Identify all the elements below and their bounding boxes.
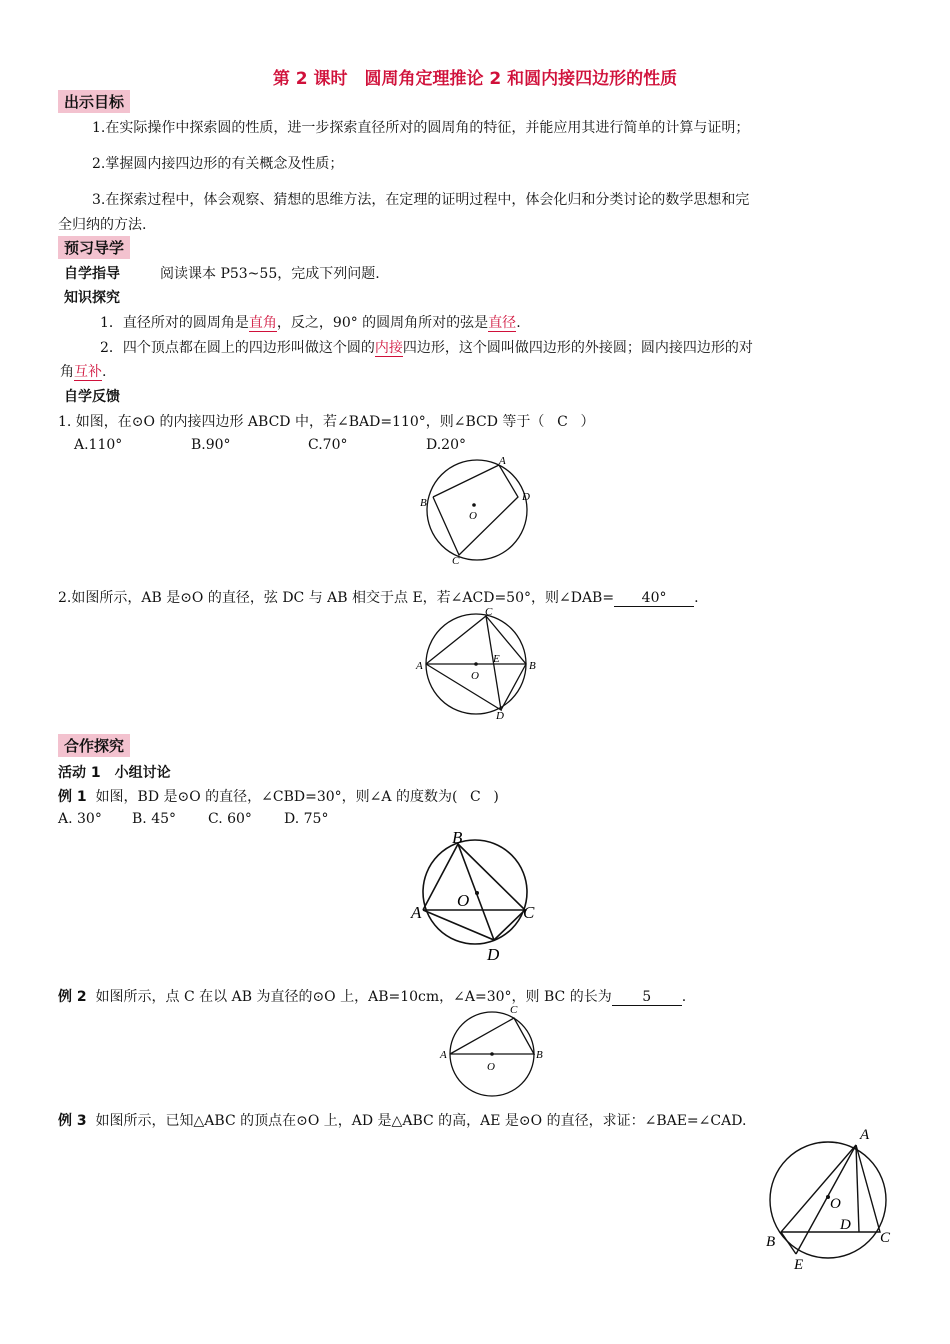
section-tag-coop: 合作探究 — [58, 734, 130, 757]
center-point — [490, 1052, 494, 1056]
knowledge-item-1 — [100, 312, 521, 332]
label-a: A — [411, 903, 422, 922]
text-seg: ，反之，90° 的圆周角所对的弦是 — [276, 315, 489, 331]
q1-option-b: B.90° — [191, 437, 231, 453]
example-3-text: 如图所示，已知△ABC 的顶点在⊙O 上，AD 是△ABC 的高，AE 是⊙O 的直径，求证：∠BAE=∠CAD. — [95, 1113, 747, 1129]
label-e: E — [493, 653, 500, 665]
label-o: O — [830, 1196, 841, 1212]
self-study-label: 自学指导 — [64, 266, 120, 282]
diameter-ae — [796, 1145, 856, 1254]
example-2 — [58, 986, 686, 1006]
question-1-text: 1. 如图，在⊙O 的内接四边形 ABCD 中，若∠BAD=110°，则∠BCD 等于（ — [58, 414, 545, 430]
label-b: B — [452, 828, 463, 847]
example-3-figure — [760, 1124, 900, 1274]
label-c: C — [510, 1004, 518, 1016]
label-o: O — [469, 510, 477, 522]
section-tag-goals: 出示目标 — [58, 90, 130, 113]
q1-option-a: A.110° — [74, 437, 123, 453]
self-study-text: 阅读课本 P53~55，完成下列问题. — [160, 266, 380, 282]
example-2-text: 如图所示，点 C 在以 AB 为直径的⊙O 上，AB=10cm，∠A=30°，则 BC 的长为 — [95, 989, 612, 1005]
q2-figure — [412, 602, 542, 722]
label-d: D — [840, 1217, 851, 1233]
answer-right-angle: 直角 — [248, 315, 277, 331]
chord-be — [781, 1232, 796, 1254]
activity-label: 活动 1 小组讨论 — [58, 765, 171, 781]
text-seg: 1．直径所对的圆周角是 — [100, 315, 249, 331]
chords-adc — [423, 910, 525, 940]
knowledge-item-2-cont — [60, 361, 106, 381]
q1-option-c: C.70° — [308, 437, 348, 453]
label-b: B — [766, 1234, 776, 1250]
ex1-option-c: C. 60° — [208, 811, 252, 827]
text-seg: 角 — [60, 364, 74, 380]
label-a: A — [416, 660, 423, 672]
label-c: C — [452, 555, 460, 567]
knowledge-label: 知识探究 — [64, 290, 120, 306]
section-tag-preview: 预习导学 — [58, 236, 130, 259]
example-2-answer: 5 — [612, 989, 682, 1006]
label-c: C — [523, 903, 535, 922]
label-o: O — [471, 670, 479, 682]
question-1-answer: C — [557, 414, 568, 430]
text-seg: 2．四个顶点都在圆上的四边形叫做这个圆的 — [100, 340, 375, 356]
page-title: 第 2 课时 圆周角定理推论 2 和圆内接四边形的性质 — [272, 69, 678, 89]
example-1-answer: C — [470, 789, 481, 805]
ex1-option-b: B. 45° — [132, 811, 177, 827]
label-b: B — [420, 497, 427, 509]
text-seg: . — [102, 364, 107, 380]
text-seg: ) — [493, 789, 499, 805]
text-seg: . — [516, 315, 521, 331]
q1-figure — [412, 452, 542, 572]
label-b: B — [529, 660, 536, 672]
example-3 — [58, 1110, 746, 1130]
label-o: O — [457, 891, 470, 910]
example-2-label: 例 2 — [58, 989, 87, 1005]
question-2-text: 2.如图所示，AB 是⊙O 的直径，弦 DC 与 AB 相交于点 E，若∠ACD=50°，则∠DAB= — [58, 590, 615, 606]
label-c: C — [485, 606, 493, 618]
text-seg: ） — [580, 414, 595, 430]
text-seg: . — [681, 989, 687, 1005]
label-d: D — [522, 491, 530, 503]
answer-inscribed: 内接 — [374, 340, 403, 356]
triangle-abc — [781, 1145, 880, 1232]
center-point — [475, 891, 479, 895]
example-1 — [58, 786, 499, 806]
knowledge-item-2 — [100, 337, 753, 357]
label-a: A — [860, 1127, 870, 1143]
label-o: O — [487, 1061, 495, 1073]
question-1 — [58, 411, 594, 431]
text-seg: . — [694, 590, 699, 606]
q1-option-d: D.20° — [426, 437, 466, 453]
question-2 — [58, 587, 699, 607]
answer-diameter: 直径 — [488, 315, 517, 331]
label-d: D — [496, 710, 504, 722]
question-2-answer: 40° — [614, 590, 694, 607]
label-d: D — [487, 945, 500, 964]
feedback-label: 自学反馈 — [64, 389, 120, 405]
goal-3-cont: 全归纳的方法. — [58, 217, 147, 233]
altitude-ad — [856, 1145, 859, 1232]
answer-supplementary: 互补 — [74, 364, 102, 380]
goal-1: 1.在实际操作中探索圆的性质，进一步探索直径所对的圆周角的特征，并能应用其进行简单的计算与证明； — [92, 120, 750, 136]
example-1-text: 如图，BD 是⊙O 的直径，∠CBD=30°，则∠A 的度数为( — [95, 789, 458, 805]
ex1-option-d: D. 75° — [284, 811, 329, 827]
label-e: E — [794, 1257, 804, 1273]
example-1-label: 例 1 — [58, 789, 87, 805]
circle — [423, 840, 527, 944]
example-2-figure — [432, 1000, 552, 1100]
center-point — [474, 662, 478, 666]
label-a: A — [499, 455, 506, 467]
label-a: A — [440, 1049, 447, 1061]
example-1-figure — [405, 826, 550, 966]
ex1-option-a: A. 30° — [58, 811, 102, 827]
goal-3: 3.在探索过程中，体会观察、猜想的思维方法，在定理的证明过程中，体会化归和分类讨论的数学思想和完 — [92, 192, 750, 208]
label-b: B — [536, 1049, 543, 1061]
center-point — [472, 503, 476, 507]
label-c: C — [880, 1230, 891, 1246]
example-3-label: 例 3 — [58, 1113, 87, 1129]
chords-cbd — [486, 616, 526, 710]
text-seg: 四边形，这个圆叫做四边形的外接圆；圆内接四边形的对 — [402, 340, 753, 356]
goal-2: 2.掌握圆内接四边形的有关概念及性质； — [92, 156, 344, 172]
